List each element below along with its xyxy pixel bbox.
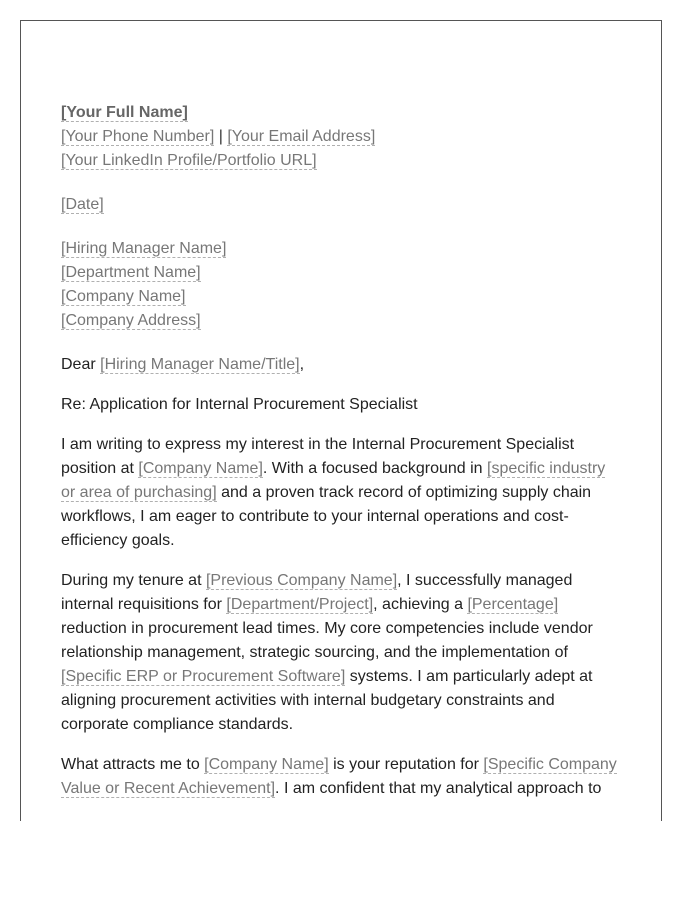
letter-page xyxy=(20,20,662,821)
sender-linkedin-placeholder[interactable]: [Your LinkedIn Profile/Portfolio URL] xyxy=(61,152,317,169)
p1-company-placeholder[interactable]: [Company Name] xyxy=(138,460,263,477)
p2-percentage-placeholder[interactable]: [Percentage] xyxy=(467,596,559,613)
p2-text-3: , achieving a xyxy=(373,596,468,613)
paragraph-2 xyxy=(61,569,621,737)
salutation-suffix: , xyxy=(299,356,305,373)
sender-block xyxy=(61,101,621,173)
sender-name-placeholder[interactable]: [Your Full Name] xyxy=(61,104,188,121)
p1-industry-placeholder[interactable]: [specific industry or area of purchasing] xyxy=(61,460,606,501)
salutation-name-placeholder[interactable]: [Hiring Manager Name/Title] xyxy=(100,356,300,373)
p1-text-3: and a proven track record of optimizing supply chain workflows, I am eager to contribute to your internal operations and cost-efficiency goals. xyxy=(61,484,592,549)
letter-content xyxy=(61,101,621,801)
contact-separator: | xyxy=(214,128,228,145)
recipient-company-placeholder[interactable]: [Company Name] xyxy=(61,288,186,305)
p2-text-4: reduction in procurement lead times. My core competencies include vendor relationship management, strategic sourcing, and the implementation of xyxy=(61,620,593,661)
p2-department-project-placeholder[interactable]: [Department/Project] xyxy=(226,596,374,613)
paragraph-1 xyxy=(61,433,621,553)
salutation xyxy=(61,353,621,377)
p1-text-1: I am writing to express my interest in the Internal Procurement Specialist position at xyxy=(61,436,575,477)
date-placeholder[interactable]: [Date] xyxy=(61,196,104,213)
p2-text-2: , I successfully managed internal requisitions for xyxy=(61,572,573,613)
recipient-block xyxy=(61,237,621,333)
recipient-department-placeholder[interactable]: [Department Name] xyxy=(61,264,201,281)
paragraph-3 xyxy=(61,753,621,801)
date-block xyxy=(61,193,621,217)
p3-company-value-placeholder[interactable]: [Specific Company Value or Recent Achievement] xyxy=(61,756,617,797)
p2-text-1: During my tenure at xyxy=(61,572,206,589)
sender-email-placeholder[interactable]: [Your Email Address] xyxy=(227,128,376,145)
recipient-address-placeholder[interactable]: [Company Address] xyxy=(61,312,201,329)
p2-software-placeholder[interactable]: [Specific ERP or Procurement Software] xyxy=(61,668,346,685)
recipient-manager-placeholder[interactable]: [Hiring Manager Name] xyxy=(61,240,227,257)
p3-company-placeholder[interactable]: [Company Name] xyxy=(204,756,329,773)
p2-text-5: systems. I am particularly adept at aligning procurement activities with internal budgetary constraints and corporate compliance standards. xyxy=(61,668,593,733)
p3-text-3: . I am confident that my analytical approach to xyxy=(275,780,602,797)
p1-text-2: . With a focused background in xyxy=(262,460,488,477)
sender-phone-placeholder[interactable]: [Your Phone Number] xyxy=(61,128,215,145)
salutation-prefix: Dear xyxy=(61,356,101,373)
subject-line: Re: Application for Internal Procurement Specialist xyxy=(61,396,418,413)
p3-text-1: What attracts me to xyxy=(61,756,205,773)
p3-text-2: is your reputation for xyxy=(328,756,484,773)
p2-previous-company-placeholder[interactable]: [Previous Company Name] xyxy=(205,572,398,589)
